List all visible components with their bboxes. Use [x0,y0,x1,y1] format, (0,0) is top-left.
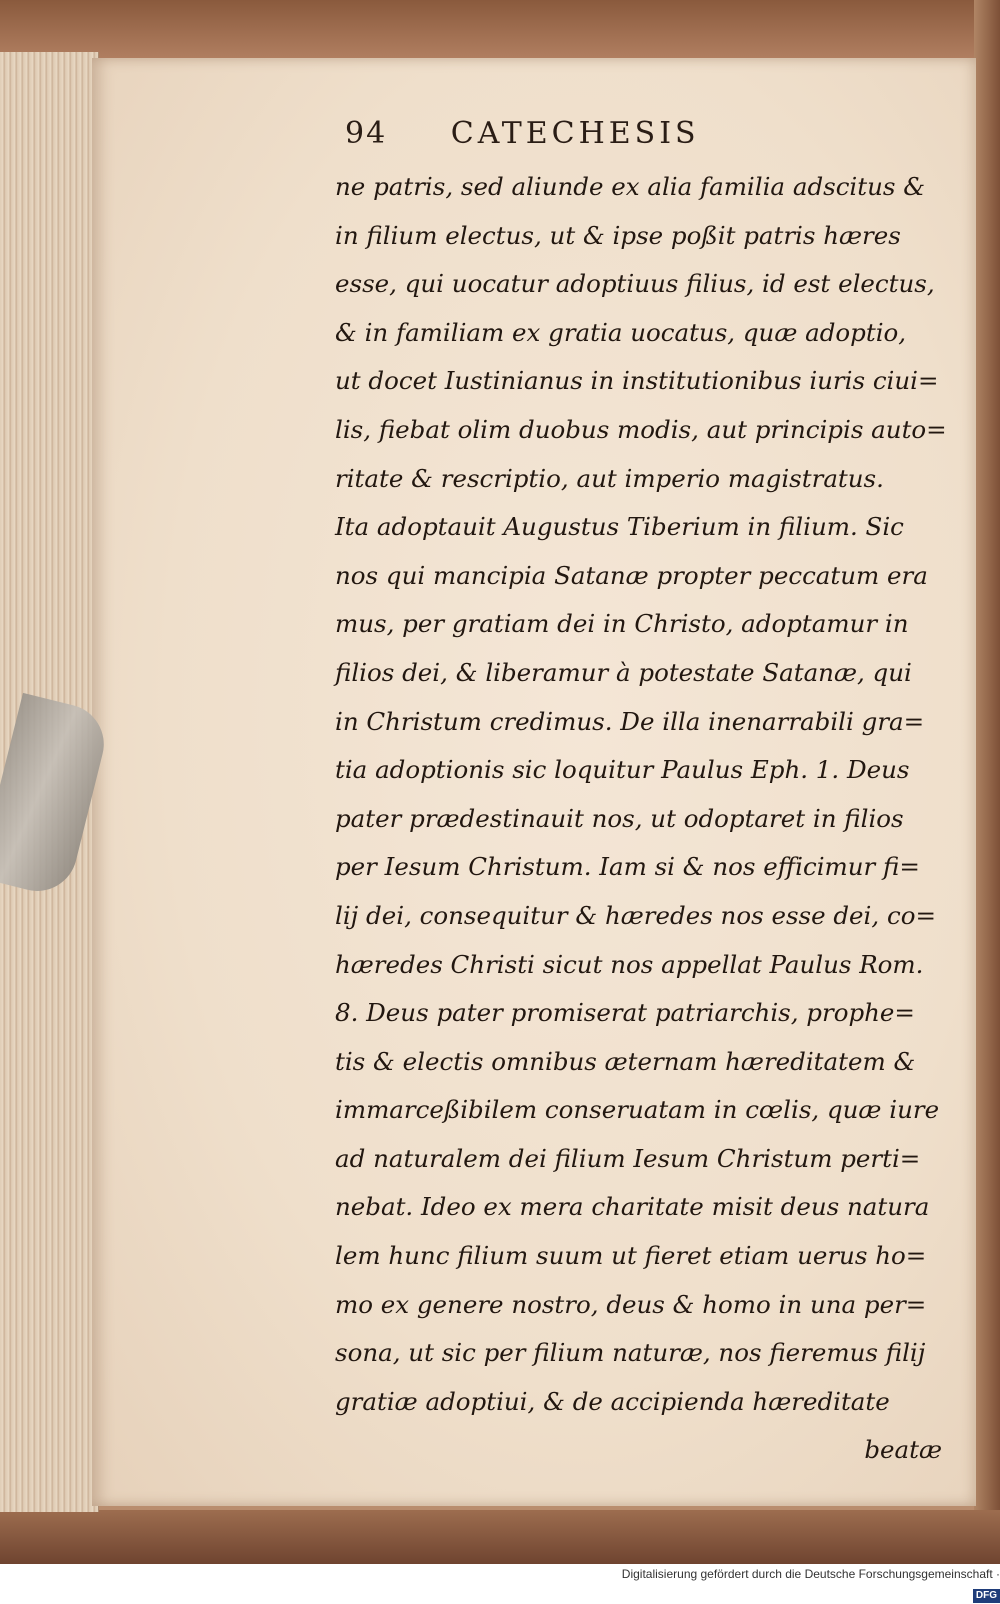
footer-credit [600,1564,1000,1601]
text-line: ad naturalem dei filium Iesum Christum perti= [335,1143,921,1173]
text-line: in filium electus, ut & ipse poßit patris hæres [335,220,901,250]
text-line: lem hunc filium suum ut fieret etiam uerus ho= [335,1241,927,1271]
book-cover-bottom [0,1510,1000,1564]
text-line: tia adoptionis sic loquitur Paulus Eph. 1. Deus [335,755,910,785]
text-line: per Iesum Christum. Iam si & nos efficimur fi= [335,852,920,882]
text-line: in Christum credimus. De illa inenarrabili gra= [335,706,925,736]
text-line: Ita adoptauit Augustus Tiberium in filium. Sic [335,512,904,542]
text-line: hæredes Christi sicut nos appellat Paulus Rom. [335,949,924,979]
running-title: CATECHESIS [450,116,700,151]
dfg-logo: DFG [973,1589,1000,1603]
text-line: filios dei, & liberamur à potestate Satanæ, qui [335,657,912,687]
text-line: sona, ut sic per filium naturæ, nos fieremus filij [335,1338,926,1368]
text-line: gratiæ adoptiui, & de accipienda hæreditate [335,1386,890,1416]
book-cover-top [0,0,1000,58]
text-line: & in familiam ex gratia uocatus, quæ adoptio, [335,317,907,347]
text-line: tis & electis omnibus æternam hæreditatem & [335,1046,916,1076]
text-line: mo ex genere nostro, deus & homo in una per= [335,1289,927,1319]
text-line: ne patris, sed aliunde ex alia familia adscitus & [335,172,926,201]
text-line: nos qui mancipia Satanæ propter peccatum era [335,560,928,590]
footer-credit-text: Digitalisierung gefördert durch die Deutsche Forschungsgemeinschaft · [621,1567,1000,1581]
text-line: immarceßibilem conseruatam in cœlis, quæ iure [335,1095,940,1125]
text-line: pater prædestinauit nos, ut odoptaret in filios [335,803,904,833]
text-line: mus, per gratiam dei in Christo, adoptamur in [335,609,909,639]
text-line: ritate & rescriptio, aut imperio magistratus. [335,463,884,493]
book-cover-right [974,0,1000,1564]
page-header [345,116,700,151]
text-line: esse, qui uocatur adoptiuus filius, id est electus, [335,269,935,299]
text-line: lis, fiebat olim duobus modis, aut principis auto= [335,414,947,444]
text-line: lij dei, consequitur & hæredes nos esse dei, co= [335,900,936,930]
text-line: 8. Deus pater promiserat patriarchis, prophe= [335,998,915,1028]
body-text [335,163,960,1475]
page-number: 94 [345,116,388,151]
text-line: nebat. Ideo ex mera charitate misit deus natura [335,1192,930,1222]
text-line: ut docet Iustinianus in institutionibus iuris ciui= [335,366,939,396]
text-line: beatæ [864,1435,942,1465]
